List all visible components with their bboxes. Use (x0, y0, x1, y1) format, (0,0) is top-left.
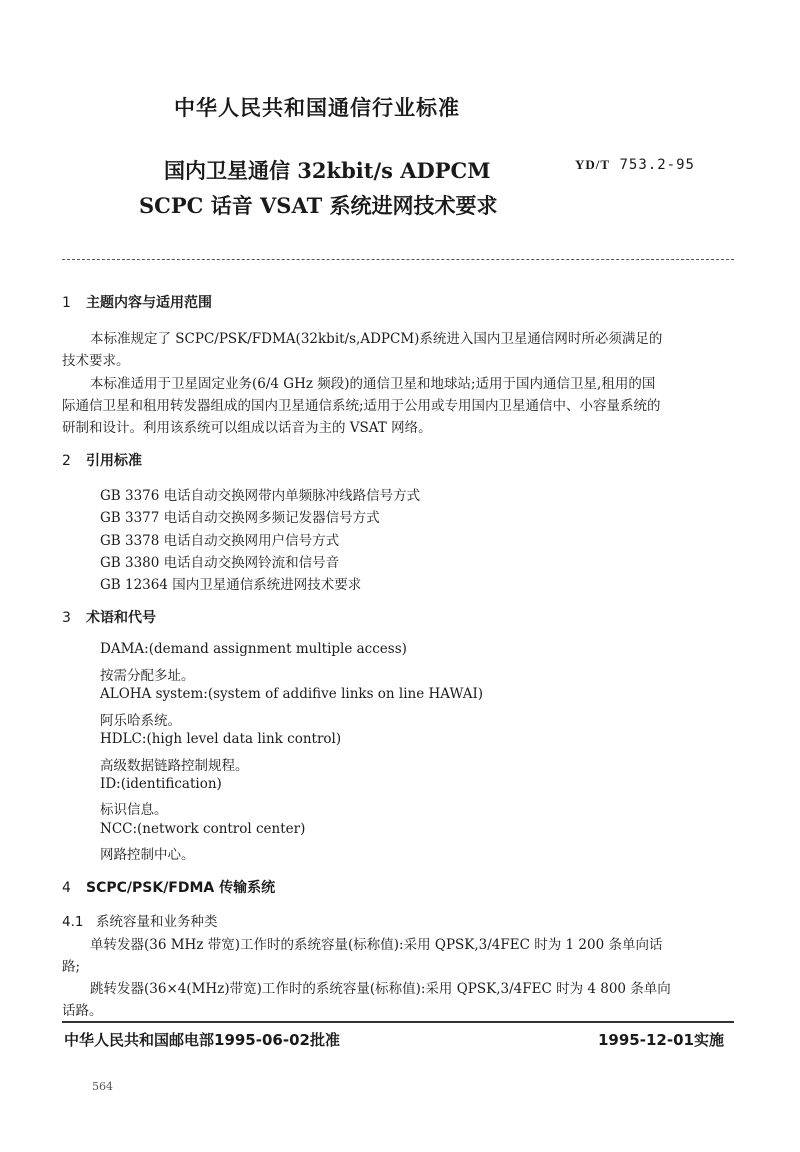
section-3-heading (62, 607, 156, 627)
reference-item: GB 3376 电话自动交换网带内单频脉冲线路信号方式 (100, 488, 421, 504)
footer-divider (62, 1021, 734, 1023)
term-item: 网路控制中心。 (100, 847, 195, 863)
reference-item: GB 12364 国内卫星通信系统进网技术要求 (100, 577, 362, 593)
term-item: NCC:(network control center) (100, 821, 306, 837)
term-item: ALOHA system:(system of addifive links on line HAWAI) (100, 686, 484, 702)
term-item: 按需分配多址。 (100, 668, 195, 684)
reference-item: GB 3378 电话自动交换网用户信号方式 (100, 533, 340, 549)
standard-code-number: 753.2-95 (619, 157, 695, 173)
s1-paragraph-1-line-2: 技术要求。 (62, 353, 130, 369)
s4-paragraph-2-line-1: 跳转发器(36×4(MHz)带宽)工作时的系统容量(标称值):采用 QPSK,3/4FEC 时为 4 800 条单向 (90, 981, 671, 997)
section-4-number: 4 (62, 880, 71, 896)
subsection-4-1-number: 4.1 (62, 914, 84, 930)
s1-paragraph-1-line-1: 本标准规定了 SCPC/PSK/FDMA(32kbit/s,ADPCM)系统进入国内卫星通信网时所必须满足的 (90, 331, 663, 347)
section-2-heading (62, 450, 142, 470)
s4-paragraph-2-line-2: 话路。 (62, 1003, 103, 1019)
standard-code-prefix: YD/T (575, 157, 611, 172)
s1-paragraph-2-line-1: 本标准适用于卫星固定业务(6/4 GHz 频段)的通信卫星和地球站;适用于国内通信卫星,租用的国 (90, 376, 656, 392)
s4-paragraph-1-line-1: 单转发器(36 MHz 带宽)工作时的系统容量(标称值):采用 QPSK,3/4FEC 时为 1 200 条单向话 (90, 937, 663, 953)
s1-paragraph-2-line-3: 研制和设计。利用该系统可以组成以话音为主的 VSAT 网络。 (62, 420, 432, 436)
section-4-heading (62, 877, 275, 897)
issuing-organization: 中华人民共和国通信行业标准 (174, 96, 460, 120)
section-3-title: 术语和代号 (86, 610, 156, 626)
standard-code (575, 157, 695, 173)
document-title-line-1: 国内卫星通信 32kbit/s ADPCM (164, 158, 491, 183)
section-2-number: 2 (62, 453, 71, 469)
header-divider (62, 259, 734, 260)
section-3-number: 3 (62, 610, 71, 626)
effective-date: 1995-12-01实施 (598, 1031, 724, 1049)
section-4-title: SCPC/PSK/FDMA 传输系统 (86, 880, 276, 896)
term-item: ID:(identification) (100, 776, 222, 792)
term-item: 标识信息。 (100, 802, 168, 818)
term-item: 阿乐哈系统。 (100, 713, 181, 729)
s4-paragraph-1-line-2: 路; (62, 959, 81, 975)
approval-line: 中华人民共和国邮电部1995-06-02批准 (64, 1031, 340, 1049)
document-title-line-2: SCPC 话音 VSAT 系统进网技术要求 (139, 193, 498, 218)
term-item: 高级数据链路控制规程。 (100, 758, 249, 774)
reference-item: GB 3377 电话自动交换网多频记发器信号方式 (100, 510, 380, 526)
term-item: DAMA:(demand assignment multiple access) (100, 641, 407, 657)
page-number: 564 (92, 1080, 113, 1093)
section-2-title: 引用标准 (86, 453, 142, 469)
s1-paragraph-2-line-2: 际通信卫星和租用转发器组成的国内卫星通信系统;适用于公用或专用国内卫星通信中、小容量系统的 (62, 398, 661, 414)
section-1-heading (62, 292, 212, 312)
term-item: HDLC:(high level data link control) (100, 731, 342, 747)
subsection-4-1-heading (62, 910, 218, 930)
section-1-title: 主题内容与适用范围 (86, 295, 212, 311)
reference-item: GB 3380 电话自动交换网铃流和信号音 (100, 555, 340, 571)
subsection-4-1-title: 系统容量和业务种类 (96, 914, 218, 930)
section-1-number: 1 (62, 295, 71, 311)
